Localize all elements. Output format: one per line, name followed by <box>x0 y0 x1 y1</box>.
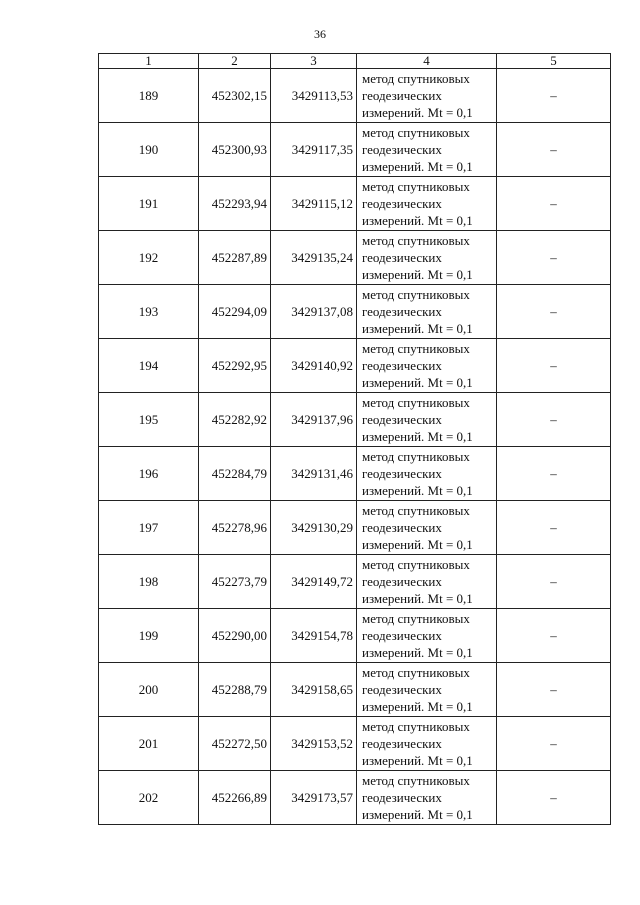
coordinate-y: 3429154,78 <box>271 609 357 663</box>
coordinate-y: 3429131,46 <box>271 447 357 501</box>
coordinate-x: 452294,09 <box>199 285 271 339</box>
coordinate-y: 3429149,72 <box>271 555 357 609</box>
method-line-3: измерений. Mt = 0,1 <box>362 591 473 606</box>
method-line-1: метод спутниковых <box>362 341 470 356</box>
method-cell <box>357 285 497 339</box>
coordinate-x: 452292,95 <box>199 339 271 393</box>
point-number: 199 <box>99 609 199 663</box>
page-number: 36 <box>314 27 326 41</box>
method-line-3: измерений. Mt = 0,1 <box>362 375 473 390</box>
method-line-1: метод спутниковых <box>362 179 470 194</box>
method-line-2: геодезических <box>362 412 442 427</box>
note-cell: – <box>497 177 611 231</box>
method-line-2: геодезических <box>362 250 442 265</box>
point-number: 201 <box>99 717 199 771</box>
method-line-2: геодезических <box>362 196 442 211</box>
method-line-3: измерений. Mt = 0,1 <box>362 483 473 498</box>
method-line-1: метод спутниковых <box>362 395 470 410</box>
header-cell-1: 1 <box>99 54 199 69</box>
table-row <box>99 177 611 231</box>
method-line-2: геодезических <box>362 628 442 643</box>
method-line-3: измерений. Mt = 0,1 <box>362 321 473 336</box>
header-row <box>99 54 611 69</box>
note-cell: – <box>497 285 611 339</box>
point-number: 193 <box>99 285 199 339</box>
header-cell-3: 3 <box>271 54 357 69</box>
note-cell: – <box>497 609 611 663</box>
method-cell <box>357 177 497 231</box>
method-line-2: геодезических <box>362 88 442 103</box>
note-cell: – <box>497 447 611 501</box>
coordinate-y: 3429137,96 <box>271 393 357 447</box>
coordinate-x: 452278,96 <box>199 501 271 555</box>
method-cell <box>357 69 497 123</box>
method-line-3: измерений. Mt = 0,1 <box>362 105 473 120</box>
method-cell <box>357 771 497 825</box>
table-row <box>99 771 611 825</box>
method-line-1: метод спутниковых <box>362 287 470 302</box>
point-number: 194 <box>99 339 199 393</box>
method-line-2: геодезических <box>362 520 442 535</box>
coordinate-x: 452287,89 <box>199 231 271 285</box>
method-cell <box>357 123 497 177</box>
note-cell: – <box>497 717 611 771</box>
method-cell <box>357 663 497 717</box>
method-line-2: геодезических <box>362 304 442 319</box>
method-line-2: геодезических <box>362 142 442 157</box>
coordinate-y: 3429117,35 <box>271 123 357 177</box>
method-line-3: измерений. Mt = 0,1 <box>362 807 473 822</box>
method-line-2: геодезических <box>362 682 442 697</box>
method-line-3: измерений. Mt = 0,1 <box>362 699 473 714</box>
method-line-1: метод спутниковых <box>362 449 470 464</box>
coordinate-y: 3429140,92 <box>271 339 357 393</box>
point-number: 198 <box>99 555 199 609</box>
point-number: 202 <box>99 771 199 825</box>
method-line-3: измерений. Mt = 0,1 <box>362 159 473 174</box>
method-line-1: метод спутниковых <box>362 233 470 248</box>
method-cell <box>357 609 497 663</box>
coordinate-x: 452284,79 <box>199 447 271 501</box>
coordinate-y: 3429158,65 <box>271 663 357 717</box>
method-line-1: метод спутниковых <box>362 665 470 680</box>
table-row <box>99 69 611 123</box>
method-line-3: измерений. Mt = 0,1 <box>362 753 473 768</box>
method-cell <box>357 501 497 555</box>
point-number: 191 <box>99 177 199 231</box>
method-cell <box>357 717 497 771</box>
note-cell: – <box>497 69 611 123</box>
note-cell: – <box>497 231 611 285</box>
method-line-2: геодезических <box>362 790 442 805</box>
method-line-2: геодезических <box>362 574 442 589</box>
note-cell: – <box>497 663 611 717</box>
method-line-1: метод спутниковых <box>362 125 470 140</box>
note-cell: – <box>497 339 611 393</box>
coordinate-y: 3429115,12 <box>271 177 357 231</box>
table-row <box>99 663 611 717</box>
method-line-3: измерений. Mt = 0,1 <box>362 429 473 444</box>
point-number: 189 <box>99 69 199 123</box>
coordinate-x: 452266,89 <box>199 771 271 825</box>
method-cell <box>357 555 497 609</box>
table-row <box>99 717 611 771</box>
coordinate-y: 3429113,53 <box>271 69 357 123</box>
table-row <box>99 501 611 555</box>
method-cell <box>357 231 497 285</box>
coordinate-x: 452293,94 <box>199 177 271 231</box>
method-line-1: метод спутниковых <box>362 557 470 572</box>
note-cell: – <box>497 393 611 447</box>
method-line-1: метод спутниковых <box>362 611 470 626</box>
table-row <box>99 339 611 393</box>
header-cell-2: 2 <box>199 54 271 69</box>
note-cell: – <box>497 555 611 609</box>
note-cell: – <box>497 501 611 555</box>
point-number: 197 <box>99 501 199 555</box>
coordinate-y: 3429153,52 <box>271 717 357 771</box>
method-line-2: геодезических <box>362 466 442 481</box>
table-row <box>99 123 611 177</box>
coordinates-table <box>98 53 611 825</box>
method-line-2: геодезических <box>362 736 442 751</box>
method-line-1: метод спутниковых <box>362 773 470 788</box>
method-line-1: метод спутниковых <box>362 719 470 734</box>
coordinate-x: 452282,92 <box>199 393 271 447</box>
coordinate-x: 452302,15 <box>199 69 271 123</box>
method-line-1: метод спутниковых <box>362 503 470 518</box>
note-cell: – <box>497 771 611 825</box>
method-cell <box>357 393 497 447</box>
point-number: 192 <box>99 231 199 285</box>
table-row <box>99 231 611 285</box>
table-row <box>99 609 611 663</box>
table-row <box>99 393 611 447</box>
table-row <box>99 555 611 609</box>
point-number: 200 <box>99 663 199 717</box>
coordinate-x: 452300,93 <box>199 123 271 177</box>
table-row <box>99 285 611 339</box>
method-line-3: измерений. Mt = 0,1 <box>362 537 473 552</box>
coordinate-x: 452288,79 <box>199 663 271 717</box>
coordinate-x: 452273,79 <box>199 555 271 609</box>
note-cell: – <box>497 123 611 177</box>
coordinate-y: 3429130,29 <box>271 501 357 555</box>
method-line-3: измерений. Mt = 0,1 <box>362 645 473 660</box>
point-number: 196 <box>99 447 199 501</box>
method-cell <box>357 339 497 393</box>
coordinate-y: 3429137,08 <box>271 285 357 339</box>
header-cell-5: 5 <box>497 54 611 69</box>
method-line-3: измерений. Mt = 0,1 <box>362 213 473 228</box>
method-line-2: геодезических <box>362 358 442 373</box>
coordinate-y: 3429135,24 <box>271 231 357 285</box>
header-cell-4: 4 <box>357 54 497 69</box>
method-line-1: метод спутниковых <box>362 71 470 86</box>
coordinate-y: 3429173,57 <box>271 771 357 825</box>
coordinate-x: 452290,00 <box>199 609 271 663</box>
coordinate-x: 452272,50 <box>199 717 271 771</box>
point-number: 190 <box>99 123 199 177</box>
table-row <box>99 447 611 501</box>
method-line-3: измерений. Mt = 0,1 <box>362 267 473 282</box>
method-cell <box>357 447 497 501</box>
point-number: 195 <box>99 393 199 447</box>
